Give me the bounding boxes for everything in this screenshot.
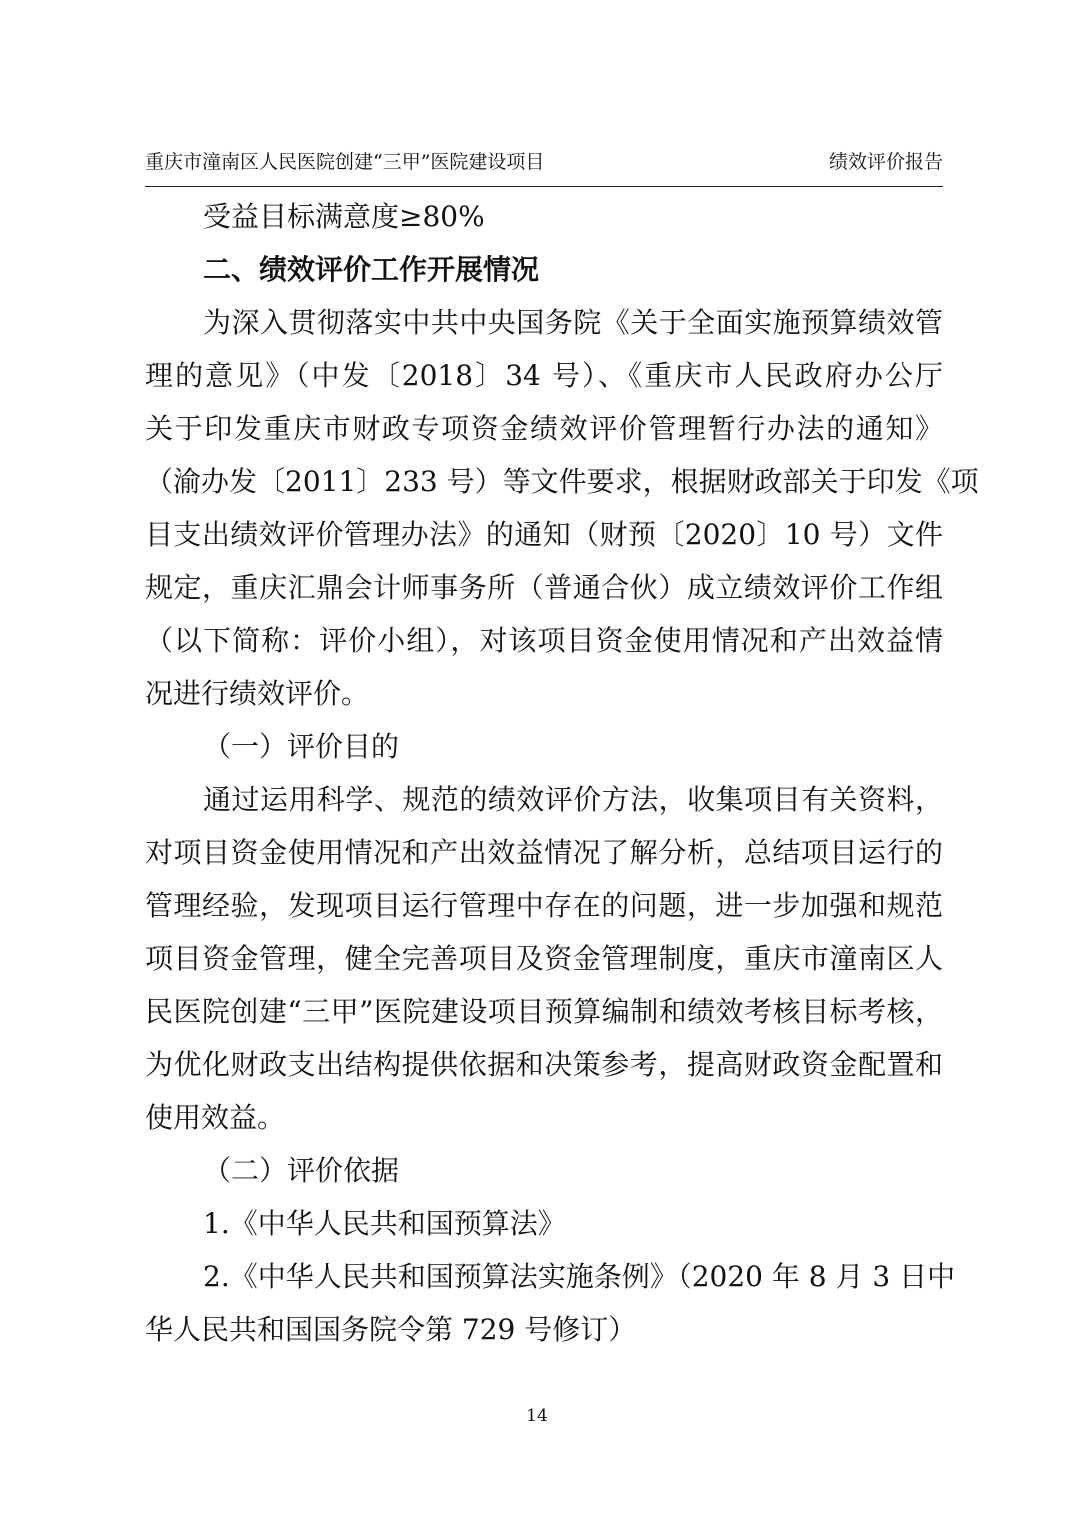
paragraph-purpose	[145, 773, 943, 1144]
subsection-heading-basis: （二）评价依据	[203, 1154, 400, 1187]
paragraph-line: 项目资金管理，健全完善项目及资金管理制度，重庆市潼南区人	[145, 942, 943, 975]
document-body	[145, 190, 979, 1356]
paragraph-line: 况进行绩效评价。	[145, 677, 370, 710]
subsection-heading-purpose: （一）评价目的	[203, 730, 400, 763]
page-header	[145, 146, 943, 187]
paragraph-line: 对项目资金使用情况和产出效益情况了解分析，总结项目运行的	[145, 836, 943, 869]
header-report-type: 绩效评价报告	[828, 151, 943, 173]
list-item	[145, 1250, 956, 1356]
paragraph-line: 使用效益。	[145, 1101, 286, 1134]
paragraph-line: 关于印发重庆市财政专项资金绩效评价管理暂行办法的通知》	[145, 412, 943, 445]
paragraph-line: 为深入贯彻落实中共中央国务院《关于全面实施预算绩效管	[203, 306, 943, 339]
paragraph-line: （以下简称：评价小组），对该项目资金使用情况和产出效益情	[145, 624, 943, 657]
header-title: 重庆市潼南区人民医院创建“三甲”医院建设项目	[145, 151, 545, 173]
paragraph-line: 民医院创建“三甲”医院建设项目预算编制和绩效考核目标考核，	[145, 995, 943, 1028]
satisfaction-line: 受益目标满意度≥80%	[203, 200, 485, 233]
paragraph-line: 理的意见》（中发〔2018〕34 号）、《重庆市人民政府办公厅	[145, 359, 943, 392]
paragraph-line: 通过运用科学、规范的绩效评价方法，收集项目有关资料，	[203, 783, 943, 816]
paragraph-line: 为优化财政支出结构提供依据和决策参考，提高财政资金配置和	[145, 1048, 943, 1081]
paragraph-line: 规定，重庆汇鼎会计师事务所（普通合伙）成立绩效评价工作组	[145, 571, 943, 604]
section-heading: 二、绩效评价工作开展情况	[203, 253, 540, 286]
list-item-line: 华人民共和国国务院令第 729 号修订）	[145, 1313, 637, 1346]
paragraph-line: 目支出绩效评价管理办法》的通知（财预〔2020〕10 号）文件	[145, 518, 943, 551]
list-item-line: 2.《中华人民共和国预算法实施条例》（2020 年 8 月 3 日中	[203, 1260, 956, 1293]
list-item: 1.《中华人民共和国预算法》	[203, 1207, 566, 1240]
paragraph-intro	[145, 296, 979, 720]
page-number: 14	[526, 1406, 548, 1426]
paragraph-line: 管理经验，发现项目运行管理中存在的问题，进一步加强和规范	[145, 889, 943, 922]
paragraph-line: （渝办发〔2011〕233 号）等文件要求，根据财政部关于印发《项	[145, 465, 979, 498]
